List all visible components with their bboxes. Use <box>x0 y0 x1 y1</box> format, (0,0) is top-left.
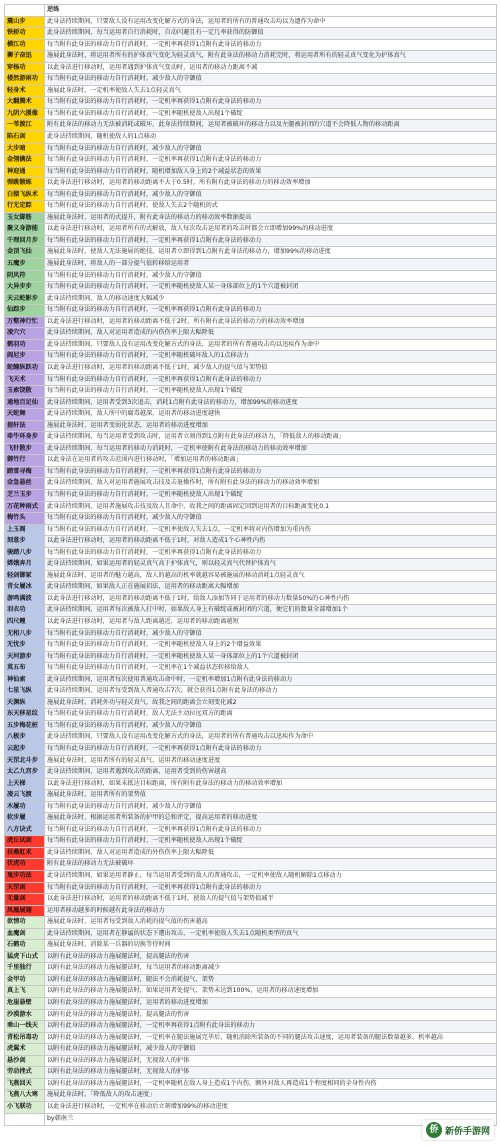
skill-description: 此身法持续期间，每当运用者受到攻击时，运用者立刻得到1点附有此身法的移动力，「降低敌人的移动距离」 <box>45 432 497 444</box>
skill-description: 每当附有此身法的移动力自行消耗时，一定机率随机使敌人出现1个破绽 <box>45 490 497 502</box>
skill-name: 阎尼步 <box>5 351 45 363</box>
skill-name: 陷石剑 <box>5 132 45 144</box>
table-row <box>5 40 497 52</box>
skill-description: 每当附有此身法的移动力自行消耗时，随机增加敌人身上的2个减益状态的效果 <box>45 167 497 179</box>
skill-description: 此身法持续期间，运用者每次使用普通攻击命中时，一定机率增加1点附有此身法的移动力 <box>45 675 497 687</box>
skill-name: 仙踪步 <box>5 305 45 317</box>
skill-description: 此身法持续期间，运用者遇到攻击的距离，运用者受到的伤害越高 <box>45 767 497 779</box>
table-row <box>5 109 497 121</box>
skill-description: 每当附有此身法的移动力自行消耗时，使敌人失去2个随机的式 <box>45 201 497 213</box>
skill-name: 蛇缠纵跃功 <box>5 363 45 375</box>
skill-name: 无量剑 <box>5 894 45 906</box>
skill-name: 天罡北斗步 <box>5 756 45 768</box>
skill-name: 通地百足仙 <box>5 398 45 410</box>
skill-name: 木履功 <box>5 802 45 814</box>
skill-name: 大异步步 <box>5 282 45 294</box>
table-row <box>5 17 497 29</box>
skill-description: 此身法持续期间，敌人对运用者造成的内伤伤率上限大幅降低 <box>45 328 497 340</box>
skill-description: 以附有此身法的移动力施展腿法时，每当运用者的移动距离减少 <box>45 963 497 975</box>
skill-description: 此身法持续期间，运用者施展攻击技及敌人且命中，故我之间的距离固定回到运用者的目标距离变化0.1 <box>45 502 497 514</box>
skill-description: 以此身法进行移动时，运用者的移动距离不低于2时，所有附有此身法的移动力的移动效率增加 <box>45 317 497 329</box>
skill-description: 施展此身法时，一定机率使敌人失去1点轻灵真气 <box>45 86 497 98</box>
table-row <box>5 120 497 132</box>
skill-name: 欲情功 <box>5 917 45 929</box>
table-row <box>5 652 497 664</box>
skill-description: 每当附有此身法的移动力自行消耗时，一定机率在1个减益状态转移给敌人 <box>45 663 497 675</box>
skill-name: 虎丘试剑 <box>5 836 45 848</box>
skill-name: 嫦娥奔月 <box>5 559 45 571</box>
header-desc-cell: 逆练 <box>45 5 497 17</box>
skill-description: 每当附有此身法的移动力自行消耗时，一定机率再获得1点附有此身法的移动力 <box>45 744 497 756</box>
skill-description: 此身法持续期间，运用者每受到敌人普通攻击7次，就会获得1点附有此身法的移动力 <box>45 686 497 698</box>
skill-name: 玉索饶散 <box>5 386 45 398</box>
skill-description: 附有此身法的移动力无法被消耗或破坏，此身法持续期间，运用者被破坏的移动力以及左腿被封闭的穴道不会降低人物的移动距离 <box>45 120 497 132</box>
table-row <box>5 271 497 283</box>
skill-description: 每当附有此身法的移动力自行消耗时，一定机率再获得1点附有此身法的移动力 <box>45 40 497 52</box>
table-row <box>5 1079 497 1091</box>
skill-description: 每当附有此身法的移动力自行消耗时，一定机率再获得1点附有此身法的移动力 <box>45 548 497 560</box>
skill-description: 施展此身法时，使敌人无法施展的绝技，运用者立即得到1点附有此身法的移动力，增加99%的移动进度 <box>45 247 497 259</box>
skill-name: 千里独行 <box>5 963 45 975</box>
skill-name: 飞燕八大寒 <box>5 1090 45 1102</box>
site-watermark <box>422 1120 494 1140</box>
table-row <box>5 594 497 606</box>
skill-description: 每当附有此身法的移动力自行消耗时，一定机率使敌人失去1点，一定机率将对内伤增加为重内伤 <box>45 525 497 537</box>
skill-description: 施展此身法时，将运用者所有的护体真气变化为轻灵真气，附有此身法的移动力消耗完时，将运用者所有的轻灵真气变化为护体真气 <box>45 51 497 63</box>
skill-name: 云起步 <box>5 744 45 756</box>
skill-description: 以此身法进行移动时，运用者的移动距离不低于1时，使敌人的提气值与架势值减半 <box>45 894 497 906</box>
table-row <box>5 74 497 86</box>
skill-name: 八极步 <box>5 732 45 744</box>
skill-description: 此身法持续期间，敌人的移动速度大幅减少 <box>45 294 497 306</box>
table-row <box>5 502 497 514</box>
table-row <box>5 294 497 306</box>
table-row <box>5 952 497 964</box>
table-row <box>5 986 497 998</box>
table-row <box>5 790 497 802</box>
skill-name: 上玉阁 <box>5 525 45 537</box>
site-name: 新侨手游网 <box>444 1126 490 1137</box>
skill-description: 以此身法进行移动时，运用者的移动距离不大于0.5时，所有附有此身法的移动力的移动效率增加 <box>45 178 497 190</box>
table-row <box>5 144 497 156</box>
skill-description: 以附有此身法的移动力施展腿法时，一定机率再获得1点附有此身法的移动力 <box>45 1021 497 1033</box>
skill-description: 施展此身法时，运用者的魅力越高，敌人的越高的机率就越容易被施展的移动消耗1点轻灵真气 <box>45 571 497 583</box>
table-row <box>5 63 497 75</box>
skill-name: 血魔剑 <box>5 929 45 941</box>
skill-name: 刻意步 <box>5 536 45 548</box>
skill-description: 此身法持续期间，敌人对运用者造成的外伤伤率上限大幅降低 <box>45 848 497 860</box>
skill-description: 以此身法进行移动时，运用者的移动距离不低于1时，对敌人造成1个心神性内伤 <box>45 536 497 548</box>
skill-name: 万壑神行忙 <box>5 317 45 329</box>
table-row <box>5 1102 497 1114</box>
skill-name: 行无定踪 <box>5 201 45 213</box>
skill-name: 玉女脚筋 <box>5 213 45 225</box>
table-row <box>5 201 497 213</box>
table-row <box>5 836 497 848</box>
table-row <box>5 467 497 479</box>
skill-description: 每当附有此身法的移动力自行消耗时，敌人无法主动拉远双方的距离 <box>45 709 497 721</box>
skill-name: 伏虎功 <box>5 859 45 871</box>
table-row <box>5 975 497 987</box>
table-row <box>5 675 497 687</box>
skill-name: 穿杨功 <box>5 63 45 75</box>
skill-name: 弹跳锻练 <box>5 178 45 190</box>
skill-description: 施展此身法时，运用者的式提升，附有此身法的移动力的移动效率数据提高 <box>45 213 497 225</box>
table-row <box>5 709 497 721</box>
table-row <box>5 686 497 698</box>
skill-name: 铁轿功 <box>5 28 45 40</box>
skill-name: 踏雪寻梅 <box>5 467 45 479</box>
skill-description: 每当附有此身法的移动力自行消耗时，减少敌人的守御值 <box>45 802 497 814</box>
skill-name: 劳动挫式 <box>5 1067 45 1079</box>
table-row <box>5 963 497 975</box>
table-row <box>5 629 497 641</box>
skill-name: 飞针散步 <box>5 444 45 456</box>
skill-description: 以附有此身法的移动力施展腿法时，如果运用者处提气、架势未达到100%，运用者的移动速度增加 <box>45 986 497 998</box>
skill-name: 提轩法 <box>5 421 45 433</box>
table-row <box>5 363 497 375</box>
skill-name: 东天移星纹 <box>5 709 45 721</box>
skill-name: 天河游步 <box>5 652 45 664</box>
skill-name: 轻身术 <box>5 86 45 98</box>
skill-name: 五魔步 <box>5 259 45 271</box>
table-row <box>5 698 497 710</box>
skill-name: 千理回月步 <box>5 236 45 248</box>
skill-description: 此身法持续期间，只要敌人没有运用改变化解方式的身法，运用者的所有的普通攻击均以为遗作为命中 <box>45 17 497 29</box>
table-row <box>5 167 497 179</box>
skill-description: 每当附有此身法的移动力自行消耗时，减少敌人的守御值 <box>45 721 497 733</box>
skill-description: 施展此身法时，消耗外功与轻灵真气，故我之间的距离会立刻变化减2 <box>45 698 497 710</box>
skill-description: 以附有此身法的移动力施展腿法时，一定机率在腿法施展完毕后，随机消除所装备的不同的腿法攻击速度，运用者装备的腿法数量越多，机率越高 <box>45 1033 497 1045</box>
table-row <box>5 721 497 733</box>
table-row <box>5 917 497 929</box>
skill-name: 沙漠游水 <box>5 1010 45 1022</box>
skill-name: 凌云飞渡 <box>5 790 45 802</box>
skill-description: 此身法持续期间，如果敌人正在施展招法，运用者的移动距离大幅增加 <box>45 582 497 594</box>
skill-name: 七星飞纵 <box>5 686 45 698</box>
skill-name: 狮子奋迅 <box>5 51 45 63</box>
header-name-cell <box>5 5 45 17</box>
table-row <box>5 779 497 791</box>
table-row <box>5 455 497 467</box>
skill-name: 无相八步 <box>5 629 45 641</box>
skill-name: 梅竹头 <box>5 513 45 525</box>
table-row <box>5 571 497 583</box>
table-row <box>5 582 497 594</box>
skill-description: 每当附有此身法的移动力自行消耗时，一定机率再获得1点附有此身法的移动力 <box>45 155 497 167</box>
table-row <box>5 536 497 548</box>
skill-description: 施展此身法时，消除某一兵器的切换等待时间 <box>45 940 497 952</box>
table-row <box>5 663 497 675</box>
skill-description: 每当附有此身法的移动力自行消耗时，一定机率再获得1点附有此身法的移动力 <box>45 236 497 248</box>
skill-name: 天罡剑 <box>5 883 45 895</box>
table-row <box>5 478 497 490</box>
table-row <box>5 1010 497 1022</box>
table-row <box>5 259 497 271</box>
table-row <box>5 132 497 144</box>
skill-name: 白猿飞纵术 <box>5 190 45 202</box>
skill-description: 以附有此身法的移动力施展腿法时，提高腿法的伤害 <box>45 1010 497 1022</box>
table-row <box>5 51 497 63</box>
skill-description: 以附有此身法的移动力施展腿法时，一定机率随机在敌人身上造成1个内伤，额外对敌人再造成1个程度相同的全身性内伤 <box>45 1079 497 1091</box>
table-row <box>5 421 497 433</box>
skill-name: 上天梯 <box>5 779 45 791</box>
skill-description: 每当附有此身法的移动力自行消耗时，减少敌人的守御值 <box>45 629 497 641</box>
skill-name: 石鹤功 <box>5 940 45 952</box>
table-row <box>5 640 497 652</box>
table-row <box>5 190 497 202</box>
skill-description: 每当附有此身法的移动力自行消耗时，减少敌人的守御值 <box>45 144 497 156</box>
skill-description: 以附有此身法的移动力施展腿法时，无视敌人的护体 <box>45 1056 497 1068</box>
skill-description: 此身法持续期间，如果运用者的轻灵真气高于护体真气，则以轻灵真气代替护体真气 <box>45 559 497 571</box>
skill-description: 每当附有此身法的移动力自行消耗时，减少敌人的守御值 <box>45 74 497 86</box>
skill-description: 此身法持续期间，运用者在静谧的状态下遭出攻击，一定机率使敌人失去1点随机类型的真气 <box>45 929 497 941</box>
table-row <box>5 351 497 363</box>
table-row <box>5 155 497 167</box>
skill-name: 金翎擒法 <box>5 155 45 167</box>
skill-name: 金甲功 <box>5 975 45 987</box>
table-row <box>5 744 497 756</box>
skill-name: 游鸣满波 <box>5 594 45 606</box>
table-row <box>5 1056 497 1068</box>
table-row <box>5 825 497 837</box>
skill-description: 每当附有此身法的移动力自行消耗时，一定机率随机使敌人出现1个破绽 <box>45 836 497 848</box>
table-row <box>5 1044 497 1056</box>
skill-description: 施展此身法时，运用者每受到敌人消耗的提气值的伤害越高 <box>45 917 497 929</box>
skill-name: 鬼步功法 <box>5 871 45 883</box>
skill-description: 每当附有此身法的移动力自行消耗时，一定机率再获得1点附有此身法的移动力 <box>45 825 497 837</box>
footer-name-cell <box>5 1114 45 1126</box>
table-row <box>5 328 497 340</box>
table-body <box>5 17 497 1114</box>
skill-description: 每当附有此身法的移动力自行消耗时，一定机率随机使敌人身上的2个增益效果 <box>45 640 497 652</box>
table-row <box>5 28 497 40</box>
skill-description: 以附有此身法的移动力施展腿法时，减少敌人的守御值 <box>45 1044 497 1056</box>
table-row <box>5 247 497 259</box>
table-row <box>5 756 497 768</box>
skill-description: 每当附有此身法的移动力自行消耗时，一定机率随机使敌人出现1个破绽 <box>45 386 497 398</box>
skill-name: 四尺鲤 <box>5 617 45 629</box>
table-row <box>5 894 497 906</box>
table-row <box>5 398 497 410</box>
skill-name: 鹤羽功 <box>5 340 45 352</box>
table-row <box>5 940 497 952</box>
skill-description: 每当附有此身法的移动力自行消耗时，一定机率再获得1点附有此身法的移动力 <box>45 375 497 387</box>
skill-description: 以此身法进行移动时，一定机率在移动后立刻增加99%的移动进度 <box>45 1102 497 1114</box>
skill-name: 太乙九宫步 <box>5 767 45 779</box>
skill-name: 震山步 <box>5 17 45 29</box>
table-row <box>5 224 497 236</box>
table-row <box>5 1033 497 1045</box>
skill-name: 凤凰展翅 <box>5 906 45 918</box>
table-row <box>5 1090 497 1102</box>
skill-name: 金顶飞仙 <box>5 247 45 259</box>
table-row <box>5 213 497 225</box>
skill-name: 横江功 <box>5 40 45 52</box>
skill-name: 一苇渡江 <box>5 120 45 132</box>
table-row <box>5 375 497 387</box>
table-row <box>5 340 497 352</box>
skill-name: 阴风符 <box>5 271 45 283</box>
table-row <box>5 859 497 871</box>
skill-description: 以附有此身法的移动力施展腿法时，腿法不会消耗提气、架势 <box>45 975 497 987</box>
skill-name: 芝兰玉步 <box>5 490 45 502</box>
skill-description: 此身法持续期间，每当运用者自行消耗时，自动闪避且有一定几率获得的防御值 <box>45 28 497 40</box>
skill-description: 附有此身法的移动力无法被破坏 <box>45 859 497 871</box>
table-row <box>5 525 497 537</box>
skill-name: 莫五布 <box>5 663 45 675</box>
skill-name: 凌穴穴 <box>5 328 45 340</box>
table-row <box>5 236 497 248</box>
skill-description: 每当附有此身法的移动力自行消耗时，一定机率再获得1点附有此身法的移动力 <box>45 467 497 479</box>
skill-name: 乘山一线天 <box>5 1021 45 1033</box>
table-row <box>5 1021 497 1033</box>
skill-name: 楼然游雨功 <box>5 74 45 86</box>
skill-name: 八方诀式 <box>5 825 45 837</box>
skill-description: 施展此身法时，将敌人的一部分提气值转移给运用者 <box>45 259 497 271</box>
skill-description: 以此身法进行移动时，运用者与敌人距离越近，运用者的移动距离越短 <box>45 617 497 629</box>
skill-name: 大翻腾术 <box>5 97 45 109</box>
skill-description: 每当附有此身法的移动力自行消耗时，一定机率随机使敌人某一身体部位上的1个穴道被封闭 <box>45 652 497 664</box>
table-row <box>5 605 497 617</box>
skill-description: 以此身法在运用者的攻击范围内进行移动时，「增加运用者的移动距离」 <box>45 455 497 467</box>
skill-description: 施展此身法时，运用者变弱化状态，运用者的移动进度增加 <box>45 421 497 433</box>
skill-description: 每当附有此身法的移动力自行消耗时，一定机率再获得1点附有此身法的移动力 <box>45 883 497 895</box>
table-row <box>5 883 497 895</box>
skill-name: 危崖悬壁 <box>5 998 45 1010</box>
skill-name: 悬沙剑 <box>5 1056 45 1068</box>
skill-name: 大步暗 <box>5 144 45 156</box>
skill-description: 每当附有此身法的移动力自行消耗时，一定机率再获得1点附有此身法的移动力 <box>45 305 497 317</box>
skill-name: 金急悬丝 <box>5 478 45 490</box>
table-row <box>5 548 497 560</box>
skill-name: 聚义身游能 <box>5 224 45 236</box>
skill-description: 此身法持续期间，随机使敌人的1点移动 <box>45 132 497 144</box>
skill-name: 猛虎下山式 <box>5 952 45 964</box>
table-row <box>5 386 497 398</box>
table-row <box>5 432 497 444</box>
footer-credit: by韩南兰 <box>45 1114 497 1126</box>
skill-description: 以此身法进行移动时，如果未抵达目标距离，所有附有此身法的移动力的移动效率增加 <box>45 779 497 791</box>
skill-name: 青女履冰 <box>5 582 45 594</box>
skill-description: 此身法持续期间，只要敌人没有运用改变化解方式的身法，运用者的所有普通攻击均以迅疾作为命中 <box>45 340 497 352</box>
skill-description: 每当附有此身法的移动力自行消耗时，一定机率随机使敌人某一身体部位上的1个穴道被封闭 <box>45 282 497 294</box>
table-row <box>5 906 497 918</box>
skill-description: 施展此身法时，根据运用者所装备的护甲的总和评定，提高运用者的移动进度 <box>45 813 497 825</box>
table-row <box>5 305 497 317</box>
skill-description: 以此身法进行移动时，运用者所有的式解放，敌人每次攻击运用者的攻击时都会立即增加99%的移动进度 <box>45 224 497 236</box>
skill-description: 运用者移动越多的时候越有此身法的移动力 <box>45 906 497 918</box>
skill-name: 神仙索 <box>5 675 45 687</box>
table-row <box>5 282 497 294</box>
table-row <box>5 513 497 525</box>
skill-description: 此身法持续期间，运用者每次被敌人打中时，如果敌人身上有破绽或被封闭的穴道，便它们的数量全部增加1个 <box>45 605 497 617</box>
skill-table <box>4 4 497 1126</box>
skill-description: 以附有此身法的移动力施展腿法时，运用者的移动进度增加 <box>45 998 497 1010</box>
skill-description: 每当附有此身法的移动力自行消耗时，减少敌人的守御值 <box>45 190 497 202</box>
skill-description: 此身法持续期间，如果运用者静止，每当运用者受到的敌人的普通攻击，一定机率使敌人随机解除1点移动力 <box>45 871 497 883</box>
skill-name: 御竹行 <box>5 455 45 467</box>
skill-description: 施展此身法时，运用者所有的轻灵真气，运用者的移动速度进度 <box>45 756 497 768</box>
table-row <box>5 86 497 98</box>
skill-name: 飞天术 <box>5 375 45 387</box>
table-row <box>5 998 497 1010</box>
table-row <box>5 929 497 941</box>
table-row <box>5 490 497 502</box>
skill-name: 五步梅花桩 <box>5 721 45 733</box>
skill-description: 以此身法进行移动时，运用者遇到护体真气变动时，运用者的移动力距离不减 <box>45 63 497 75</box>
skill-name: 无忧步 <box>5 640 45 652</box>
skill-name: 牵牛环身步 <box>5 432 45 444</box>
skill-description: 每当附有此身法的移动力自行消耗时，一定机率随机使敌人出现1个破绽 <box>45 109 497 121</box>
skill-description: 每当附有此身法的移动力自行消耗时，一定机率随机破坏敌人的1点移动力 <box>45 351 497 363</box>
skill-description: 此身法持续期间，只要敌人没有运用改变化解方式的身法，运用者的所有普通攻击以迅疾作为命中 <box>45 732 497 744</box>
skill-name: 青松吊毒功 <box>5 1033 45 1045</box>
table-row <box>5 732 497 744</box>
skill-name: 万花种雨式 <box>5 502 45 514</box>
site-logo-icon: 侨 <box>426 1122 442 1138</box>
skill-description: 此身法持续期间，运用者受到3次追击，消耗1点附有此身法的移动力，增加99%的移动进度 <box>45 398 497 410</box>
skill-name: 真上飞 <box>5 986 45 998</box>
skill-name: 天云蛇影步 <box>5 294 45 306</box>
skill-name: 虎翼术 <box>5 1044 45 1056</box>
table-row <box>5 1067 497 1079</box>
skill-name: 小飞联功 <box>5 1102 45 1114</box>
skill-name: 扶桑虹术 <box>5 848 45 860</box>
skill-description: 每当附有此身法的移动力自行消耗时，减少敌人的守御值 <box>45 271 497 283</box>
skill-name: 软步履 <box>5 813 45 825</box>
skill-name: 飞燕回天 <box>5 1079 45 1091</box>
table-row <box>5 871 497 883</box>
skill-description: 以此身法进行移动时，运用者的移动距离不低于1时，给敌人添加等同于运用者的移动力数量50%的心神性内伤 <box>45 594 497 606</box>
skill-name: 轻剑御冢 <box>5 571 45 583</box>
skill-name: 神迎通 <box>5 167 45 179</box>
table-row <box>5 802 497 814</box>
skill-name: 天渊纵 <box>5 698 45 710</box>
table-row <box>5 444 497 456</box>
table-row <box>5 178 497 190</box>
skill-description: 每当附有此身法的移动力自行消耗时，一定机率再获得1点附有此身法的移动力 <box>45 97 497 109</box>
table-row <box>5 617 497 629</box>
table-row <box>5 317 497 329</box>
table-header <box>5 5 497 17</box>
skill-name: 天蛇舞 <box>5 409 45 421</box>
skill-description: 以此身法进行移动时，运用者的移动距离不低于1时，减少敌人的提气值与架势值 <box>45 363 497 375</box>
table-row <box>5 767 497 779</box>
table-row <box>5 813 497 825</box>
table-row <box>5 409 497 421</box>
skill-name: 羽衣功 <box>5 605 45 617</box>
skill-description: 施展此身法时，运用者所有的架势值 <box>45 790 497 802</box>
skill-description: 此身法持续期间，每当运用者的移动力消耗时，一定机率使附有此身法的移动力的移动效率增加 <box>45 444 497 456</box>
skill-name: 九阴六援像 <box>5 109 45 121</box>
table-row <box>5 97 497 109</box>
table-row <box>5 559 497 571</box>
skill-description: 此身法持续期间，敌人对运用者施展攻击技及击退操作时，所有附有此身法的移动力的移动效率增加 <box>45 478 497 490</box>
skill-description: 以附有此身法的移动力施展腿法时，提高腿法的伤害 <box>45 952 497 964</box>
skill-description: 施展此身法时，「降低敌人的攻击速度」 <box>45 1090 497 1102</box>
skill-name: 骏踏八步 <box>5 548 45 560</box>
skill-description: 以附有此身法的移动力施展腿法时，无视敌人的护体 <box>45 1067 497 1079</box>
table-row <box>5 848 497 860</box>
skill-description: 每当附有此身法的移动力自行消耗时，减少敌人的守御值 <box>45 513 497 525</box>
skill-description: 此身法持续期间，敌人所中的腐毒越深，运用者的移动进度越快 <box>45 409 497 421</box>
